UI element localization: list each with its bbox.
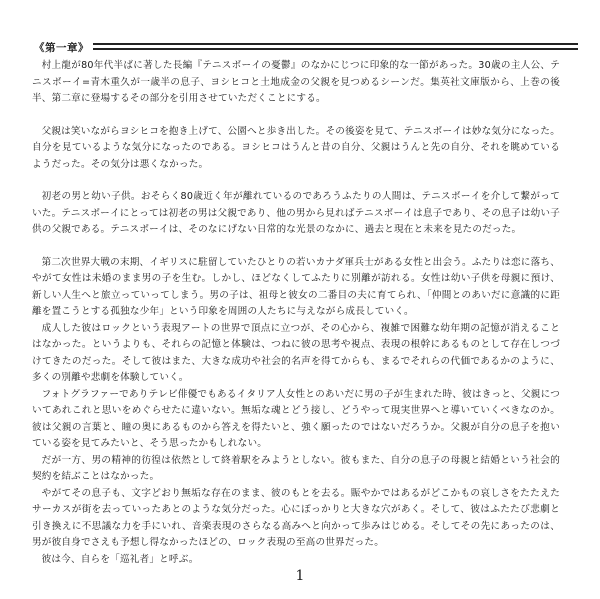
paragraph: フォトグラファーでありテレビ俳優でもあるイタリア人女性とのあいだに男の子が生まれた時、彼はきっと、父親についてあれこれと思いをめぐらせたに違いない。無垢な魂とどう接し、どうやって現実世界へと導いていくべきなのか。彼は父親の言葉と、瞳の奥にあるものから答えを得たいと、強く願ったのではないだろうか。父親が自分の息子を抱いている姿を見てみたいと、そう思ったかもしれない。 <box>32 388 560 449</box>
quote-paragraph: 父親は笑いながらヨシヒコを抱き上げて、公園へと歩き出した。その後姿を見て、テニスボーイは妙な気分になった。自分を見ているような気分になったのである。ヨシヒコはうんと昔の自分、父親はうんと先の自分、それを眺めているようだった。その気分は悪くなかった。 <box>32 125 560 170</box>
paragraph: 第二次世界大戦の末期、イギリスに駐留していたひとりの若いカナダ軍兵士がある女性と出会う。ふたりは恋に落ち、やがて女性は未婚のまま男の子を生む。しかし、ほどなくしてふたりに別離が訪れる。女性は幼い子供を母親に預け、新しい人生へと旅立っていってしまう。男の子は、祖母と彼女の二番目の夫に育てられ、「仲間とのあいだに意識的に距離を置こうとする孤独な少年」という印象を周囲の人たちに与えながら成長していく。 <box>32 256 560 317</box>
paragraph: 村上龍が80年代半ばに著した長編『テニスボーイの憂鬱』のなかにじつに印象的な一節があった。30歳の主人公、テニスボーイ=青木重久が一歳半の息子、ヨシヒコと土地成金の父親を見つめるシーンだ。集英社文庫版から、上巻の後半、第二章に登場するその部分を引用させていただくことにする。 <box>32 60 560 104</box>
body-text <box>32 58 560 568</box>
paragraph: 彼は今、自らを「巡礼者」と呼ぶ。 <box>41 553 199 565</box>
paragraph: やがてその息子も、文字どおり無垢な存在のまま、彼のもとを去る。賑やかではあるがどこかもの哀しさをたたえたサーカスが街を去っていったあとのような気分だった。心にぽっかりと大きな穴があく。そして、彼はふたたび悲劇と引き換えに不思議な力を手にいれ、音楽表現のさらなる高みへと向かって歩みはじめる。そしてその先にあったのは、男が彼自身でさえも予想し得なかったほどの、ロック表現の至高の世界だった。 <box>32 487 560 548</box>
chapter-header <box>12 36 588 56</box>
paragraph: 初老の男と幼い子供。おそらく80歳近く年が離れているのであろうふたりの人間は、テニスボーイを介して繋がっていた。テニスボーイにとっては初老の男は父親であり、他の男から見ればテニスボーイは息子であり、その息子は幼い子供の父親である。テニスボーイは、そのなにげない日常的な光景のなかに、過去と現在と未来を見たのだった。 <box>32 191 560 235</box>
page-number: 1 <box>295 568 305 584</box>
chapter-title: 《第一章》 <box>34 40 93 55</box>
header-rule <box>90 43 578 45</box>
header-rule <box>90 48 578 50</box>
paragraph: 成人した彼はロックという表現アートの世界で頂点に立つが、その心から、複雑で困難な幼年期の記憶が消えることはなかった。というよりも、それらの記憶と体験は、つねに彼の思考や視点、表現の根幹にあるものとして存在しつづけてきたのだった。そして彼はまた、大きな成功や社会的名声を得てからも、まるでそれらの代価であるかのように、多くの別離や悲劇を体験していく。 <box>32 322 560 383</box>
paragraph: だが一方、男の精神的彷徨は依然として終着駅をみようとしない。彼もまた、自分の息子の母親と結婚という社会的契約を結ぶことはなかった。 <box>32 454 560 482</box>
